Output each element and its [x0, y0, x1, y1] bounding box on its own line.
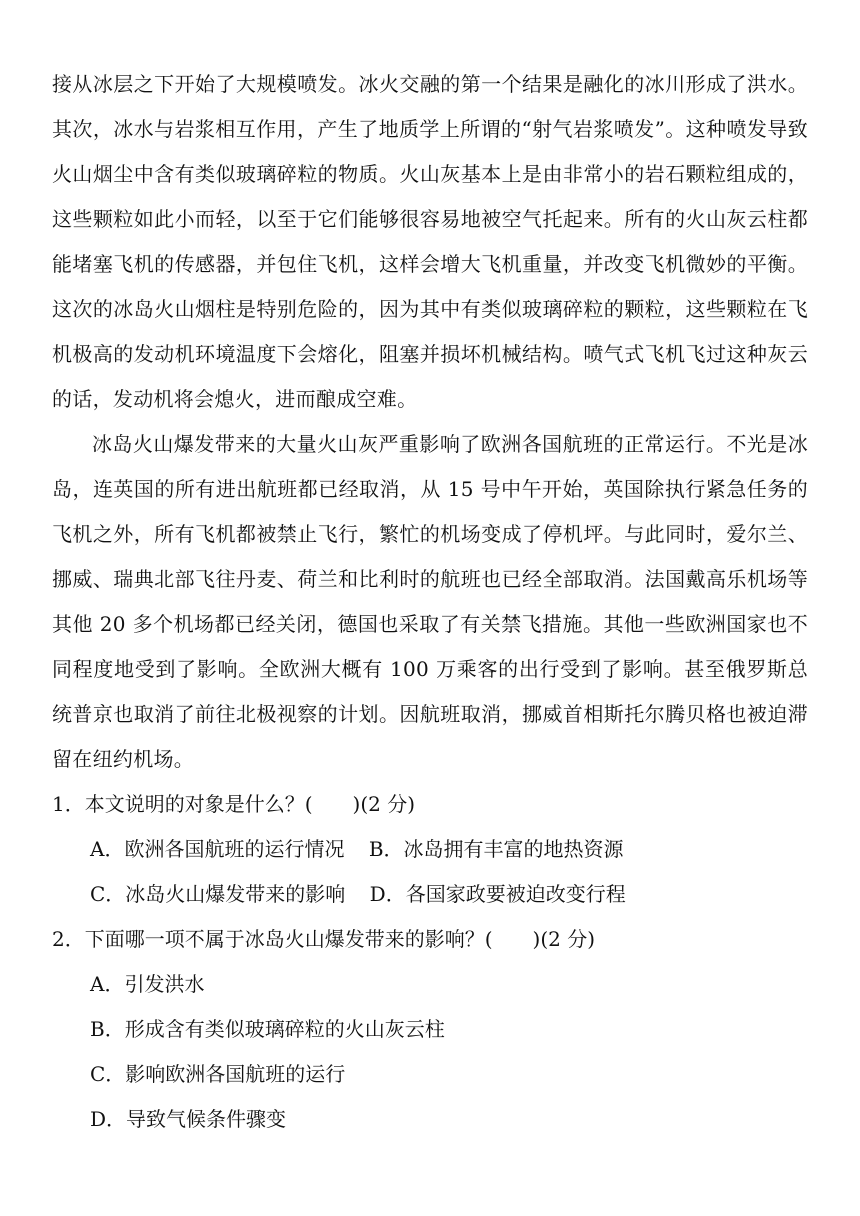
question-1-option-a: A．欧洲各国航班的运行情况 — [90, 837, 345, 861]
passage-paragraph-2: 冰岛火山爆发带来的大量火山灰严重影响了欧洲各国航班的正常运行。不光是冰岛，连英国的所有进出航班都已经取消，从 15 号中午开始，英国除执行紧急任务的飞机之外，所有飞机都被禁止飞行，繁忙的机场变成了停机坪。与此同时，爱尔兰、挪威、瑞典北部飞往丹麦、荷兰和比利时的航班也已经全部取消。法国戴高乐机场等其他 20 多个机场都已经关闭，德国也采取了有关禁飞措施。其他一些欧洲国家也不同程度地受到了影响。全欧洲大概有 100 万乘客的出行受到了影响。甚至俄罗斯总统普京也取消了前往北极视察的计划。因航班取消，挪威首相斯托尔腾贝格也被迫滞留在纽约机场。 — [52, 432, 808, 771]
question-2-option-c: C．影响欧洲各国航班的运行 — [90, 1062, 346, 1086]
question-1-stem: 1．本文说明的对象是什么？( )(2 分) — [52, 792, 416, 816]
question-2-option-d: D．导致气候条件骤变 — [90, 1107, 287, 1131]
question-1-option-c: C．冰岛火山爆发带来的影响 — [90, 882, 346, 906]
question-1 — [52, 782, 808, 917]
question-2-stem: 2．下面哪一项不属于冰岛火山爆发带来的影响？( )(2 分) — [52, 927, 596, 951]
question-2 — [52, 917, 808, 1142]
question-2-option-b: B．形成含有类似玻璃碎粒的火山灰云柱 — [90, 1017, 445, 1041]
question-1-option-b: B．冰岛拥有丰富的地热资源 — [368, 837, 624, 861]
passage-paragraph-1: 接从冰层之下开始了大规模喷发。冰火交融的第一个结果是融化的冰川形成了洪水。其次，冰水与岩浆相互作用，产生了地质学上所谓的“射气岩浆喷发”。这种喷发导致火山烟尘中含有类似玻璃碎粒的物质。火山灰基本上是由非常小的岩石颗粒组成的，这些颗粒如此小而轻，以至于它们能够很容易地被空气托起来。所有的火山灰云柱都能堵塞飞机的传感器，并包住飞机，这样会增大飞机重量，并改变飞机微妙的平衡。这次的冰岛火山烟柱是特别危险的，因为其中有类似玻璃碎粒的颗粒，这些颗粒在飞机极高的发动机环境温度下会熔化，阻塞并损坏机械结构。喷气式飞机飞过这种灰云的话，发动机将会熄火，进而酿成空难。 — [52, 72, 808, 411]
question-1-option-d: D．各国家政要被迫改变行程 — [369, 882, 626, 906]
question-1-options-row-1 — [52, 827, 808, 872]
question-1-options-row-2 — [52, 872, 808, 917]
question-2-option-a: A．引发洪水 — [90, 972, 205, 996]
